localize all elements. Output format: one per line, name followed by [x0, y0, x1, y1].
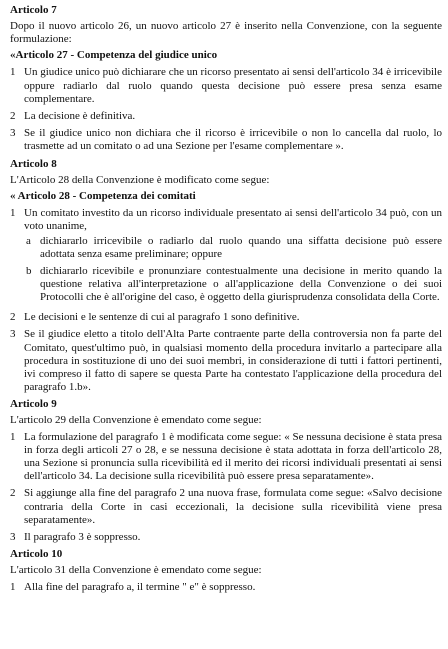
item-number: 1: [10, 580, 16, 593]
item-number: 1: [10, 206, 16, 219]
item-number: 3: [10, 328, 16, 341]
item-text: Un giudice unico può dichiarare che un ricorso presentato ai sensi dell'articolo 34 è irricevibile oppure radiarlo dal ruolo quando questa decisione può essere presa senza esame complementare.: [24, 66, 442, 105]
article-31-para-1: [10, 581, 442, 594]
item-number: 1: [10, 66, 16, 79]
item-letter: b: [26, 264, 32, 277]
item-number: 2: [10, 110, 16, 123]
article-9-intro: L'articolo 29 della Convenzione è emendato come segue:: [10, 414, 262, 427]
item-text: Si aggiunge alla fine del paragrafo 2 una nuova frase, formulata come segue: «Salvo decisione contraria della Corte in casi eccezionali, la decisione sulla ricevibilità viene presa separatamente».: [24, 487, 442, 526]
article-27-title: «Articolo 27 - Competenza del giudice unico: [10, 49, 218, 62]
article-7-intro: Dopo il nuovo articolo 26, un nuovo articolo 27 è inserito nella Convenzione, con la seguente formulazione:: [10, 20, 442, 46]
article-29-para-1: [10, 431, 442, 484]
article-29-para-2: [10, 487, 442, 527]
item-text: dichiararlo ricevibile e pronunziare contestualmente una decisione in merito quando la questione relativa all'interpretazione o all'applicazione della Convenzione o dei suoi Protocolli che è all'origine del caso, è oggetto della giurisprudenza consolidata della Corte.: [40, 264, 442, 304]
item-text: Se il giudice unico non dichiara che il ricorso è irricevibile o non lo cancella dal ruolo, lo trasmette ad un comitato o ad una Sezione per l'esame complementare ».: [24, 127, 442, 153]
item-text: dichiararlo irricevibile o radiarlo dal ruolo quando una siffatta decisione può essere adottata senza esame preliminare; oppure: [40, 235, 442, 261]
item-text: Se il giudice eletto a titolo dell'Alta Parte contraente parte della controversia non fa parte del Comitato, quest'ultimo può, in qualsiasi momento della procedura invitarlo a partecipare alla procedura in sostituzione di uno dei suoi membri, in considerazione di tutti i fattori pertinenti, ivi compreso il fatto di sapere se questa Parte ha contestato l'applicazione della procedura del paragrafo 1.b».: [24, 328, 442, 394]
item-text: Le decisioni e le sentenze di cui al paragrafo 1 sono definitive.: [24, 311, 300, 324]
item-text: La formulazione del paragrafo 1 è modificata come segue: « Se nessuna decisione è stata presa in forza degli articoli 27 o 28, e se nessuna decisione è stata adottata in forza dell'articolo 28, una Sezione si pronuncia sulla ricevibilità ed il merito dei ricorsi individuali presentati ai sensi dell'articolo 34. La decisione sulla ricevibilità può essere presa separatamente».: [24, 430, 442, 483]
article-29-para-3: [10, 531, 442, 544]
article-27-para-1: [10, 66, 442, 106]
article-28-para-2: [10, 311, 442, 324]
item-number: 2: [10, 311, 16, 324]
article-8-heading: Articolo 8: [10, 157, 57, 170]
item-text: Alla fine del paragrafo a, il termine " e" è soppresso.: [24, 580, 256, 593]
item-number: 3: [10, 531, 16, 544]
article-10-intro: L'articolo 31 della Convenzione è emendato come segue:: [10, 564, 262, 577]
article-28-para-1a: [24, 235, 442, 261]
item-text: Il paragrafo 3 è soppresso.: [24, 531, 141, 544]
item-text: Un comitato investito da un ricorso individuale presentato ai sensi dell'articolo 34 può, con un voto unanime,: [24, 206, 442, 233]
article-28-para-1b: [24, 265, 442, 305]
article-27-para-3: [10, 127, 442, 153]
item-number: 1: [10, 430, 16, 443]
item-number: 3: [10, 127, 16, 140]
article-8-intro: L'Articolo 28 della Convenzione è modificato come segue:: [10, 173, 270, 186]
article-9-heading: Articolo 9: [10, 398, 57, 411]
article-28-para-3: [10, 328, 442, 394]
article-27-para-2: [10, 110, 442, 123]
item-letter: a: [26, 235, 31, 248]
article-28-title: « Articolo 28 - Competenza dei comitati: [10, 189, 196, 202]
article-10-heading: Articolo 10: [10, 548, 63, 561]
article-7-heading: Articolo 7: [10, 4, 57, 16]
item-text: La decisione è definitiva.: [24, 110, 136, 123]
article-28-para-1: [10, 207, 442, 307]
item-number: 2: [10, 487, 16, 500]
